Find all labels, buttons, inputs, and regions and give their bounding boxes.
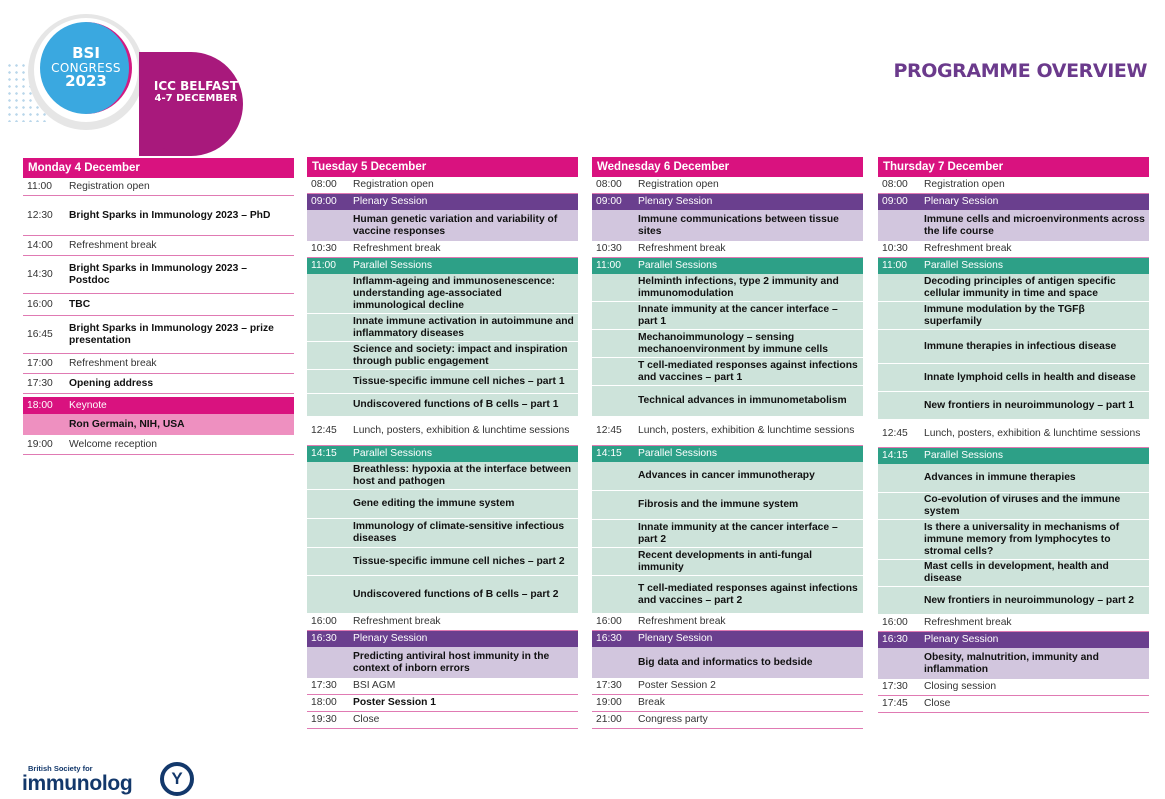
session-row — [592, 210, 863, 241]
session-time: 12:30 — [27, 209, 53, 221]
session-title: Undiscovered functions of B cells – part 2 — [353, 588, 559, 600]
session-title: Registration open — [69, 180, 150, 192]
session-time: 19:00 — [27, 438, 53, 450]
session-title: Tissue-specific immune cell niches – part 1 — [353, 375, 565, 387]
session-row — [307, 210, 578, 241]
session-row — [307, 194, 578, 210]
session-title: Lunch, posters, exhibition & lunchtime sessions — [924, 427, 1141, 439]
session-row — [878, 420, 1149, 448]
session-title: T cell-mediated responses against infections and vaccines – part 2 — [638, 582, 858, 606]
session-list — [307, 177, 578, 729]
session-title: Parallel Sessions — [924, 450, 1003, 461]
session-title: Bright Sparks in Immunology 2023 – prize presentation — [69, 322, 274, 346]
session-time: 16:00 — [596, 616, 622, 627]
session-row — [23, 294, 294, 316]
session-title: Helminth infections, type 2 immunity and immunomodulation — [638, 275, 839, 299]
session-title: Poster Session 2 — [638, 680, 716, 691]
session-time: 21:00 — [596, 714, 622, 725]
session-title: Innate lymphoid cells in health and disease — [924, 371, 1136, 383]
session-time: 14:00 — [27, 239, 53, 251]
session-row — [307, 394, 578, 417]
session-list — [23, 178, 294, 455]
session-row — [307, 417, 578, 446]
session-row — [878, 560, 1149, 587]
session-row — [307, 258, 578, 274]
session-title: Refreshment break — [924, 617, 1012, 628]
session-title: Tissue-specific immune cell niches – part 2 — [353, 555, 565, 567]
session-row — [592, 647, 863, 678]
day-header: Wednesday 6 December — [592, 157, 863, 177]
session-row — [592, 491, 863, 520]
session-time: 19:00 — [596, 697, 622, 708]
day-column-tuesday — [307, 157, 578, 729]
session-list — [592, 177, 863, 729]
session-time: 14:15 — [311, 448, 337, 459]
session-row — [878, 648, 1149, 679]
session-row — [592, 258, 863, 274]
session-row — [592, 712, 863, 729]
session-title: Immunology of climate-sensitive infectious diseases — [353, 521, 565, 544]
session-row — [878, 587, 1149, 615]
session-title: Keynote — [69, 399, 107, 411]
session-time: 19:30 — [311, 714, 337, 725]
session-row — [307, 519, 578, 548]
session-row — [592, 462, 863, 491]
session-title: BSI AGM — [353, 680, 396, 691]
session-row — [592, 302, 863, 330]
session-time: 09:00 — [882, 196, 908, 207]
session-title: Plenary Session — [924, 196, 999, 207]
session-title: TBC — [69, 298, 91, 310]
logo-line-congress: CONGRESS — [51, 60, 121, 75]
session-time: 16:00 — [311, 616, 337, 627]
session-time: 16:30 — [311, 633, 337, 644]
session-time: 10:30 — [882, 243, 908, 254]
session-time: 18:00 — [311, 697, 337, 708]
session-time: 17:30 — [27, 377, 53, 389]
session-row — [307, 370, 578, 394]
session-row — [307, 446, 578, 462]
session-row — [878, 241, 1149, 258]
session-time: 17:30 — [311, 680, 337, 691]
session-title: Immune therapies in infectious disease — [924, 340, 1117, 352]
session-title: Close — [353, 714, 380, 725]
session-row — [878, 679, 1149, 696]
session-row — [592, 446, 863, 462]
session-title: Poster Session 1 — [353, 697, 436, 708]
session-row — [878, 632, 1149, 648]
society-name-big: immunolog — [22, 772, 133, 795]
logo-text — [40, 22, 132, 114]
session-title: Refreshment break — [353, 616, 441, 627]
session-row — [307, 647, 578, 678]
session-time: 08:00 — [596, 179, 622, 190]
session-title: Undiscovered functions of B cells – part 1 — [353, 399, 559, 410]
session-title: Refreshment break — [69, 239, 157, 251]
session-row — [23, 316, 294, 354]
session-title: Refreshment break — [924, 243, 1012, 254]
session-time: 17:00 — [27, 357, 53, 369]
session-title: Parallel Sessions — [353, 260, 432, 271]
session-row — [307, 576, 578, 614]
session-title: Lunch, posters, exhibition & lunchtime sessions — [353, 425, 570, 436]
session-title: Breathless: hypoxia at the interface between host and pathogen — [353, 463, 572, 487]
session-time: 09:00 — [596, 196, 622, 207]
session-time: 18:00 — [27, 399, 53, 411]
session-title: Bright Sparks in Immunology 2023 – PhD — [69, 209, 271, 221]
session-row — [23, 196, 294, 236]
session-title: Parallel Sessions — [638, 260, 717, 271]
session-title: Immune communications between tissue sites — [638, 213, 839, 237]
session-title: Obesity, malnutrition, immunity and inflammation — [924, 651, 1099, 675]
session-title: Closing session — [924, 681, 997, 692]
session-title: Registration open — [353, 179, 434, 190]
session-title: Plenary Session — [924, 634, 999, 645]
session-title: Break — [638, 697, 665, 708]
session-row — [23, 394, 294, 414]
session-time: 09:00 — [311, 196, 337, 207]
session-row — [878, 302, 1149, 330]
session-time: 12:45 — [882, 427, 908, 439]
session-title: Immune modulation by the TGFβ superfamily — [924, 303, 1085, 327]
session-title: T cell-mediated responses against infections and vaccines – part 1 — [638, 359, 858, 383]
session-row — [878, 464, 1149, 493]
session-row — [592, 631, 863, 647]
session-time: 16:00 — [27, 298, 53, 310]
session-title: Advances in immune therapies — [924, 472, 1076, 483]
session-time: 10:30 — [311, 243, 337, 254]
session-time: 11:00 — [882, 260, 908, 271]
session-row — [878, 274, 1149, 302]
session-title: Bright Sparks in Immunology 2023 – Postdoc — [69, 262, 247, 286]
session-row — [592, 678, 863, 695]
session-title: New frontiers in neuroimmunology – part 1 — [924, 399, 1134, 411]
session-row — [592, 695, 863, 712]
session-title: Lunch, posters, exhibition & lunchtime sessions — [638, 425, 855, 436]
session-row — [592, 417, 863, 446]
society-y-icon: Y — [160, 762, 194, 796]
session-row — [878, 258, 1149, 274]
session-time: 16:30 — [596, 633, 622, 644]
session-title: Plenary Session — [353, 196, 428, 207]
session-title: Parallel Sessions — [924, 260, 1003, 271]
session-row — [307, 695, 578, 712]
bsi-society-logo — [22, 760, 192, 798]
session-list — [878, 177, 1149, 713]
session-time: 12:45 — [596, 425, 622, 436]
session-row — [592, 358, 863, 386]
session-row — [592, 386, 863, 417]
session-title: Recent developments in anti-fungal immunity — [638, 549, 812, 573]
session-row — [307, 678, 578, 695]
session-title: Plenary Session — [638, 196, 713, 207]
day-header: Thursday 7 December — [878, 157, 1149, 177]
session-row — [878, 520, 1149, 560]
session-row — [878, 392, 1149, 420]
session-title: Inflamm-ageing and immunosenescence: understanding age-associated immunological decline — [353, 275, 555, 311]
session-time: 12:45 — [311, 425, 337, 436]
session-time: 16:45 — [27, 328, 53, 340]
session-row — [307, 342, 578, 370]
venue-block — [150, 80, 242, 104]
session-row — [23, 236, 294, 256]
day-column-thursday — [878, 157, 1149, 713]
session-title: Fibrosis and the immune system — [638, 499, 799, 510]
session-title: Immune cells and microenvironments across the life course — [924, 213, 1145, 237]
session-row — [878, 493, 1149, 520]
session-time: 14:15 — [596, 448, 622, 459]
session-title: Ron Germain, NIH, USA — [69, 418, 185, 430]
page-title: PROGRAMME OVERVIEW — [893, 60, 1147, 82]
session-time: 08:00 — [882, 179, 908, 190]
session-row — [307, 314, 578, 342]
session-title: Mechanoimmunology – sensing mechanoenvironment by immune cells — [638, 331, 828, 355]
session-time: 11:00 — [27, 180, 53, 192]
session-title: Refreshment break — [69, 357, 157, 369]
session-title: New frontiers in neuroimmunology – part 2 — [924, 594, 1134, 606]
session-time: 17:30 — [596, 680, 622, 691]
session-title: Innate immune activation in autoimmune and inflammatory diseases — [353, 315, 574, 339]
session-title: Is there a universality in mechanisms of immune memory from lymphocytes to stromal cells? — [924, 521, 1120, 557]
session-title: Refreshment break — [638, 616, 726, 627]
session-title: Welcome reception — [69, 438, 157, 450]
session-title: Innate immunity at the cancer interface – part 1 — [638, 303, 838, 327]
session-row — [23, 414, 294, 435]
venue-name: ICC BELFAST — [153, 79, 239, 93]
session-row — [878, 194, 1149, 210]
session-row — [592, 614, 863, 631]
session-row — [878, 177, 1149, 194]
session-row — [23, 354, 294, 374]
session-row — [307, 462, 578, 490]
session-title: Innate immunity at the cancer interface – part 2 — [638, 521, 838, 545]
session-title: Refreshment break — [353, 243, 441, 254]
session-time: 11:00 — [596, 260, 622, 271]
venue-dates: 4-7 DECEMBER — [154, 93, 238, 105]
day-column-monday — [23, 158, 294, 455]
session-row — [307, 177, 578, 194]
session-title: Congress party — [638, 714, 708, 725]
session-title: Advances in cancer immunotherapy — [638, 470, 815, 481]
session-row — [307, 614, 578, 631]
session-title: Close — [924, 698, 951, 709]
session-row — [592, 177, 863, 194]
session-row — [23, 374, 294, 394]
session-title: Big data and informatics to bedside — [638, 656, 813, 668]
session-title: Human genetic variation and variability of vaccine responses — [353, 213, 558, 237]
session-row — [592, 241, 863, 258]
session-row — [307, 274, 578, 314]
session-row — [878, 210, 1149, 241]
session-row — [878, 330, 1149, 364]
session-time: 14:15 — [882, 450, 908, 461]
session-time: 08:00 — [311, 179, 337, 190]
session-row — [307, 241, 578, 258]
day-header: Tuesday 5 December — [307, 157, 578, 177]
logo-line-bsi: BSI — [72, 43, 100, 62]
session-title: Parallel Sessions — [638, 448, 717, 459]
session-title: Technical advances in immunometabolism — [638, 395, 847, 406]
session-row — [23, 178, 294, 196]
session-title: Plenary Session — [353, 633, 428, 644]
session-title: Predicting antiviral host immunity in the context of inborn errors — [353, 650, 550, 674]
day-column-wednesday — [592, 157, 863, 729]
congress-logo — [6, 14, 246, 144]
session-time: 11:00 — [311, 260, 337, 271]
logo-line-year: 2023 — [65, 72, 107, 91]
session-row — [878, 448, 1149, 464]
session-row — [592, 576, 863, 614]
session-time: 16:00 — [882, 617, 908, 628]
session-title: Decoding principles of antigen specific cellular immunity in time and space — [924, 275, 1116, 299]
session-row — [592, 520, 863, 548]
session-time: 17:45 — [882, 698, 908, 709]
session-row — [592, 548, 863, 576]
session-title: Registration open — [638, 179, 719, 190]
session-title: Science and society: impact and inspiration through public engagement — [353, 343, 568, 367]
session-title: Refreshment break — [638, 243, 726, 254]
session-row — [23, 435, 294, 455]
session-title: Parallel Sessions — [353, 448, 432, 459]
session-title: Gene editing the immune system — [353, 498, 515, 509]
session-row — [878, 615, 1149, 632]
session-row — [592, 330, 863, 358]
society-name-small: British Society for — [28, 764, 93, 773]
session-row — [307, 712, 578, 729]
day-header: Monday 4 December — [23, 158, 294, 178]
session-row — [878, 364, 1149, 392]
session-time: 16:30 — [882, 634, 908, 645]
session-title: Registration open — [924, 179, 1005, 190]
session-time: 10:30 — [596, 243, 622, 254]
session-row — [23, 256, 294, 294]
session-title: Mast cells in development, health and disease — [924, 561, 1109, 584]
session-row — [307, 631, 578, 647]
session-title: Co-evolution of viruses and the immune system — [924, 494, 1121, 517]
session-title: Plenary Session — [638, 633, 713, 644]
session-time: 14:30 — [27, 268, 53, 280]
session-row — [878, 696, 1149, 713]
session-row — [592, 274, 863, 302]
session-row — [307, 548, 578, 576]
session-title: Opening address — [69, 377, 154, 389]
session-time: 17:30 — [882, 681, 908, 692]
session-row — [592, 194, 863, 210]
session-row — [307, 490, 578, 519]
